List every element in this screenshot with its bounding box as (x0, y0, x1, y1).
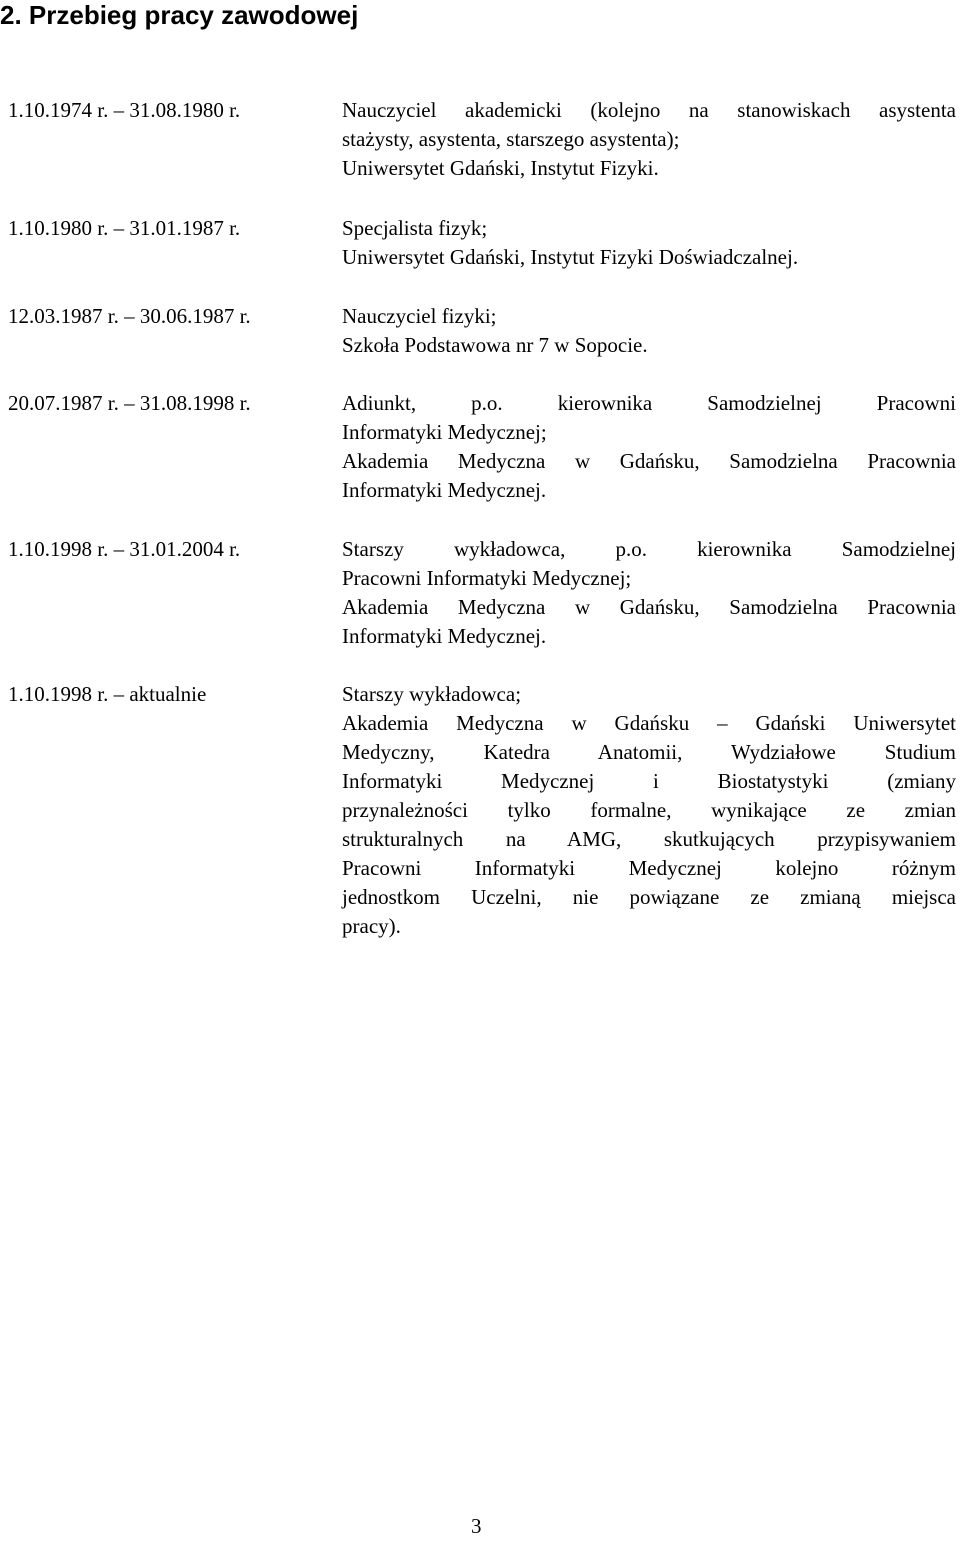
entry-dates: 1.10.1998 r. – aktualnie (8, 682, 207, 706)
page-number: 3 (471, 1514, 482, 1538)
description-line: Akademia Medyczna w Gdańsku, Samodzielna Pracownia (342, 595, 956, 619)
entry-dates: 1.10.1998 r. – 31.01.2004 r. (8, 537, 241, 561)
entry-description (342, 96, 956, 183)
entry-description (342, 302, 956, 360)
section-heading: 2. Przebieg pracy zawodowej (0, 0, 359, 30)
description-line: pracy). (342, 914, 401, 938)
description-line: Szkoła Podstawowa nr 7 w Sopocie. (342, 333, 648, 357)
entry-description (342, 389, 956, 505)
description-line: Informatyki Medycznej i Biostatystyki (zmiany (342, 769, 956, 793)
description-line: Specjalista fizyk; (342, 216, 488, 240)
description-line: Uniwersytet Gdański, Instytut Fizyki Doświadczalnej. (342, 245, 799, 269)
description-line: Adiunkt, p.o. kierownika Samodzielnej Pracowni (342, 391, 956, 415)
entry-dates: 1.10.1980 r. – 31.01.1987 r. (8, 216, 241, 240)
description-line: przynależności tylko formalne, wynikające ze zmian (342, 798, 956, 822)
description-line: Informatyki Medycznej; (342, 420, 547, 444)
description-line: Informatyki Medycznej. (342, 624, 547, 648)
description-line: Nauczyciel akademicki (kolejno na stanowiskach asystenta (342, 98, 956, 122)
description-line: Medyczny, Katedra Anatomii, Wydziałowe Studium (342, 740, 956, 764)
description-line: Akademia Medyczna w Gdańsku, Samodzielna Pracownia (342, 449, 956, 473)
description-line: Starszy wykładowca, p.o. kierownika Samodzielnej (342, 537, 956, 561)
entry-description (342, 535, 956, 651)
description-line: Pracowni Informatyki Medycznej kolejno różnym (342, 856, 956, 880)
description-line: Nauczyciel fizyki; (342, 304, 497, 328)
description-line: Pracowni Informatyki Medycznej; (342, 566, 632, 590)
entry-dates: 20.07.1987 r. – 31.08.1998 r. (8, 391, 251, 415)
description-line: strukturalnych na AMG, skutkujących przypisywaniem (342, 827, 956, 851)
entry-dates: 12.03.1987 r. – 30.06.1987 r. (8, 304, 251, 328)
description-line: Akademia Medyczna w Gdańsku – Gdański Uniwersytet (342, 711, 956, 735)
entry-description (342, 680, 956, 941)
description-line: Uniwersytet Gdański, Instytut Fizyki. (342, 156, 659, 180)
description-line: Starszy wykładowca; (342, 682, 522, 706)
description-line: stażysty, asystenta, starszego asystenta); (342, 127, 680, 151)
entry-dates: 1.10.1974 r. – 31.08.1980 r. (8, 98, 241, 122)
entry-description (342, 214, 956, 272)
description-line: jednostkom Uczelni, nie powiązane ze zmianą miejsca (342, 885, 956, 909)
description-line: Informatyki Medycznej. (342, 478, 547, 502)
